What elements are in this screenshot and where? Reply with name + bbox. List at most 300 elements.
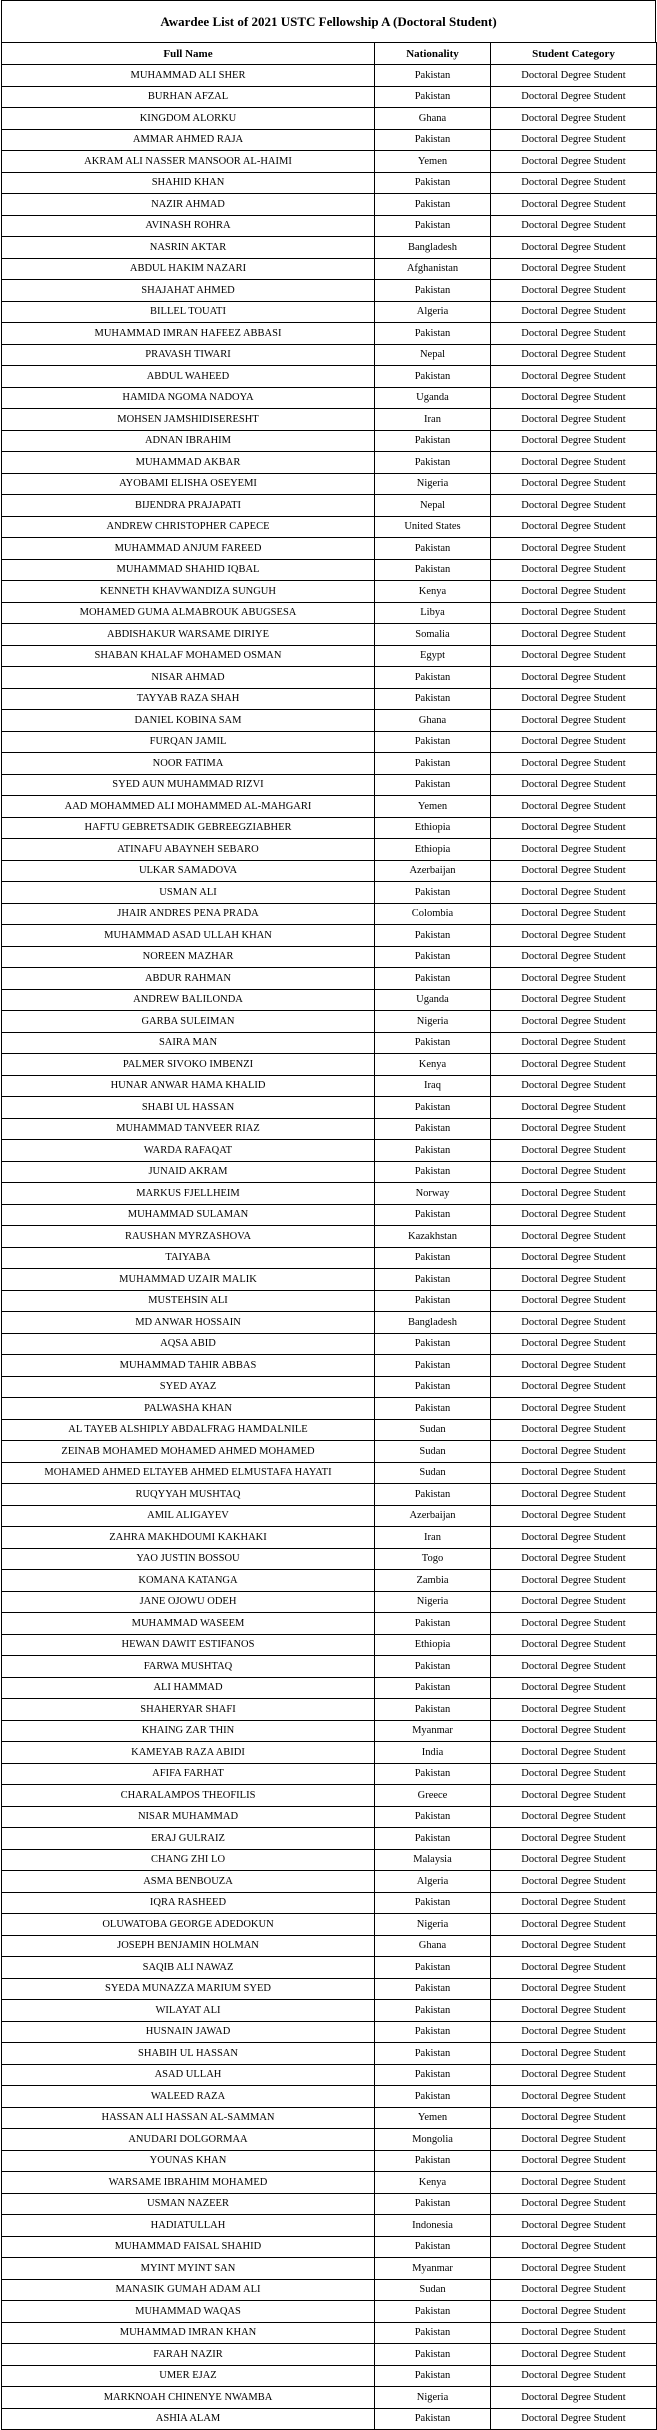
nationality-cell: Pakistan: [375, 2236, 491, 2258]
table-row: [2, 1957, 657, 1979]
nationality-cell: Afghanistan: [375, 258, 491, 280]
table-row: [2, 1290, 657, 1312]
full-name-cell: HEWAN DAWIT ESTIFANOS: [2, 1634, 375, 1656]
full-name-cell: JANE OJOWU ODEH: [2, 1591, 375, 1613]
student-category-cell: Doctoral Degree Student: [491, 1957, 657, 1979]
student-category-cell: Doctoral Degree Student: [491, 1462, 657, 1484]
table-row: [2, 1656, 657, 1678]
full-name-cell: JUNAID AKRAM: [2, 1161, 375, 1183]
table-row: [2, 2215, 657, 2237]
student-category-cell: Doctoral Degree Student: [491, 1075, 657, 1097]
student-category-cell: Doctoral Degree Student: [491, 473, 657, 495]
full-name-cell: MUHAMMAD AKBAR: [2, 452, 375, 474]
student-category-cell: Doctoral Degree Student: [491, 2279, 657, 2301]
nationality-cell: Pakistan: [375, 172, 491, 194]
full-name-cell: MOHAMED AHMED ELTAYEB AHMED ELMUSTAFA HAYATI: [2, 1462, 375, 1484]
nationality-cell: Pakistan: [375, 1699, 491, 1721]
student-category-cell: Doctoral Degree Student: [491, 817, 657, 839]
table-row: [2, 774, 657, 796]
full-name-cell: ASAD ULLAH: [2, 2064, 375, 2086]
full-name-cell: MOHSEN JAMSHIDISERESHT: [2, 409, 375, 431]
table-row: [2, 1011, 657, 1033]
student-category-cell: Doctoral Degree Student: [491, 1914, 657, 1936]
full-name-cell: TAYYAB RAZA SHAH: [2, 688, 375, 710]
student-category-cell: Doctoral Degree Student: [491, 1527, 657, 1549]
table-row: [2, 194, 657, 216]
student-category-cell: Doctoral Degree Student: [491, 2064, 657, 2086]
nationality-cell: Egypt: [375, 645, 491, 667]
table-row: [2, 559, 657, 581]
table-row: [2, 1699, 657, 1721]
nationality-cell: Nigeria: [375, 1591, 491, 1613]
full-name-cell: IQRA RASHEED: [2, 1892, 375, 1914]
table-row: [2, 2172, 657, 2194]
table-row: [2, 1892, 657, 1914]
table-row: [2, 1591, 657, 1613]
full-name-cell: ADNAN IBRAHIM: [2, 430, 375, 452]
table-row: [2, 731, 657, 753]
student-category-cell: Doctoral Degree Student: [491, 882, 657, 904]
table-row: [2, 2236, 657, 2258]
full-name-cell: AKRAM ALI NASSER MANSOOR AL-HAIMI: [2, 151, 375, 173]
full-name-cell: SHABAN KHALAF MOHAMED OSMAN: [2, 645, 375, 667]
nationality-cell: Pakistan: [375, 1290, 491, 1312]
full-name-cell: MUHAMMAD SULAMAN: [2, 1204, 375, 1226]
student-category-cell: Doctoral Degree Student: [491, 1398, 657, 1420]
table-row: [2, 1269, 657, 1291]
nationality-cell: Pakistan: [375, 1032, 491, 1054]
nationality-cell: Nigeria: [375, 473, 491, 495]
student-category-cell: Doctoral Degree Student: [491, 1978, 657, 2000]
nationality-cell: Pakistan: [375, 1161, 491, 1183]
student-category-cell: Doctoral Degree Student: [491, 2258, 657, 2280]
header-full-name: Full Name: [2, 43, 375, 65]
header-row: [2, 43, 657, 65]
full-name-cell: ASHIA ALAM: [2, 2408, 375, 2430]
student-category-cell: Doctoral Degree Student: [491, 1677, 657, 1699]
table-row: [2, 753, 657, 775]
nationality-cell: Pakistan: [375, 1677, 491, 1699]
student-category-cell: Doctoral Degree Student: [491, 516, 657, 538]
nationality-cell: Kenya: [375, 1054, 491, 1076]
full-name-cell: YAO JUSTIN BOSSOU: [2, 1548, 375, 1570]
nationality-cell: Pakistan: [375, 968, 491, 990]
student-category-cell: Doctoral Degree Student: [491, 1097, 657, 1119]
nationality-cell: Kenya: [375, 581, 491, 603]
table-row: [2, 1462, 657, 1484]
full-name-cell: KHAING ZAR THIN: [2, 1720, 375, 1742]
student-category-cell: Doctoral Degree Student: [491, 495, 657, 517]
nationality-cell: Pakistan: [375, 280, 491, 302]
full-name-cell: ANUDARI DOLGORMAA: [2, 2129, 375, 2151]
nationality-cell: Pakistan: [375, 2000, 491, 2022]
full-name-cell: SYED AYAZ: [2, 1376, 375, 1398]
student-category-cell: Doctoral Degree Student: [491, 688, 657, 710]
nationality-cell: Pakistan: [375, 1957, 491, 1979]
table-row: [2, 2279, 657, 2301]
full-name-cell: SYEDA MUNAZZA MARIUM SYED: [2, 1978, 375, 2000]
student-category-cell: Doctoral Degree Student: [491, 1484, 657, 1506]
nationality-cell: Pakistan: [375, 1355, 491, 1377]
student-category-cell: Doctoral Degree Student: [491, 1140, 657, 1162]
table-row: [2, 495, 657, 517]
student-category-cell: Doctoral Degree Student: [491, 667, 657, 689]
nationality-cell: Sudan: [375, 1462, 491, 1484]
document-title: Awardee List of 2021 USTC Fellowship A (Doctoral Student): [1, 0, 656, 42]
nationality-cell: Nigeria: [375, 1914, 491, 1936]
student-category-cell: Doctoral Degree Student: [491, 946, 657, 968]
full-name-cell: OLUWATOBA GEORGE ADEDOKUN: [2, 1914, 375, 1936]
full-name-cell: RUQYYAH MUSHTAQ: [2, 1484, 375, 1506]
table-row: [2, 65, 657, 87]
student-category-cell: Doctoral Degree Student: [491, 731, 657, 753]
nationality-cell: Kazakhstan: [375, 1226, 491, 1248]
table-row: [2, 1419, 657, 1441]
full-name-cell: SHABIH UL HASSAN: [2, 2043, 375, 2065]
nationality-cell: Bangladesh: [375, 1312, 491, 1334]
nationality-cell: Pakistan: [375, 1892, 491, 1914]
student-category-cell: Doctoral Degree Student: [491, 1613, 657, 1635]
student-category-cell: Doctoral Degree Student: [491, 1183, 657, 1205]
awardee-table: [1, 42, 657, 2430]
table-row: [2, 1118, 657, 1140]
nationality-cell: Pakistan: [375, 925, 491, 947]
full-name-cell: WARSAME IBRAHIM MOHAMED: [2, 2172, 375, 2194]
student-category-cell: Doctoral Degree Student: [491, 1226, 657, 1248]
table-row: [2, 237, 657, 259]
table-row: [2, 430, 657, 452]
table-row: [2, 409, 657, 431]
student-category-cell: Doctoral Degree Student: [491, 2322, 657, 2344]
table-row: [2, 2301, 657, 2323]
full-name-cell: WILAYAT ALI: [2, 2000, 375, 2022]
full-name-cell: FARAH NAZIR: [2, 2344, 375, 2366]
table-row: [2, 344, 657, 366]
nationality-cell: Nigeria: [375, 1011, 491, 1033]
nationality-cell: Pakistan: [375, 1097, 491, 1119]
table-row: [2, 473, 657, 495]
full-name-cell: AMIL ALIGAYEV: [2, 1505, 375, 1527]
nationality-cell: Pakistan: [375, 2301, 491, 2323]
nationality-cell: Pakistan: [375, 2408, 491, 2430]
nationality-cell: Pakistan: [375, 1484, 491, 1506]
student-category-cell: Doctoral Degree Student: [491, 301, 657, 323]
student-category-cell: Doctoral Degree Student: [491, 1505, 657, 1527]
student-category-cell: Doctoral Degree Student: [491, 1419, 657, 1441]
table-row: [2, 2150, 657, 2172]
full-name-cell: AL TAYEB ALSHIPLY ABDALFRAG HAMDALNILE: [2, 1419, 375, 1441]
nationality-cell: Pakistan: [375, 129, 491, 151]
nationality-cell: Pakistan: [375, 1806, 491, 1828]
student-category-cell: Doctoral Degree Student: [491, 1333, 657, 1355]
table-row: [2, 1161, 657, 1183]
nationality-cell: Pakistan: [375, 1763, 491, 1785]
table-row: [2, 323, 657, 345]
nationality-cell: Pakistan: [375, 1247, 491, 1269]
full-name-cell: ERAJ GULRAIZ: [2, 1828, 375, 1850]
full-name-cell: KINGDOM ALORKU: [2, 108, 375, 130]
student-category-cell: Doctoral Degree Student: [491, 710, 657, 732]
nationality-cell: Pakistan: [375, 1656, 491, 1678]
nationality-cell: Malaysia: [375, 1849, 491, 1871]
full-name-cell: BIJENDRA PRAJAPATI: [2, 495, 375, 517]
table-row: [2, 1097, 657, 1119]
table-row: [2, 1871, 657, 1893]
nationality-cell: Ghana: [375, 710, 491, 732]
nationality-cell: Pakistan: [375, 731, 491, 753]
nationality-cell: Azerbaijan: [375, 1505, 491, 1527]
nationality-cell: Kenya: [375, 2172, 491, 2194]
nationality-cell: Pakistan: [375, 366, 491, 388]
student-category-cell: Doctoral Degree Student: [491, 172, 657, 194]
table-row: [2, 1247, 657, 1269]
table-row: [2, 1527, 657, 1549]
full-name-cell: NOREEN MAZHAR: [2, 946, 375, 968]
full-name-cell: YOUNAS KHAN: [2, 2150, 375, 2172]
nationality-cell: Pakistan: [375, 753, 491, 775]
full-name-cell: BILLEL TOUATI: [2, 301, 375, 323]
student-category-cell: Doctoral Degree Student: [491, 1591, 657, 1613]
nationality-cell: Pakistan: [375, 1269, 491, 1291]
nationality-cell: Pakistan: [375, 194, 491, 216]
full-name-cell: ABDUR RAHMAN: [2, 968, 375, 990]
table-row: [2, 624, 657, 646]
nationality-cell: Pakistan: [375, 1978, 491, 2000]
table-row: [2, 2021, 657, 2043]
nationality-cell: Uganda: [375, 989, 491, 1011]
full-name-cell: ANDREW CHRISTOPHER CAPECE: [2, 516, 375, 538]
nationality-cell: Yemen: [375, 796, 491, 818]
student-category-cell: Doctoral Degree Student: [491, 2000, 657, 2022]
table-row: [2, 2193, 657, 2215]
header-nationality: Nationality: [375, 43, 491, 65]
full-name-cell: TAIYABA: [2, 1247, 375, 1269]
student-category-cell: Doctoral Degree Student: [491, 1548, 657, 1570]
table-row: [2, 2000, 657, 2022]
table-row: [2, 2408, 657, 2430]
table-body: [2, 65, 657, 2430]
nationality-cell: Sudan: [375, 1419, 491, 1441]
student-category-cell: Doctoral Degree Student: [491, 215, 657, 237]
student-category-cell: Doctoral Degree Student: [491, 258, 657, 280]
student-category-cell: Doctoral Degree Student: [491, 602, 657, 624]
full-name-cell: BURHAN AFZAL: [2, 86, 375, 108]
table-row: [2, 1505, 657, 1527]
student-category-cell: Doctoral Degree Student: [491, 1312, 657, 1334]
student-category-cell: Doctoral Degree Student: [491, 2387, 657, 2409]
nationality-cell: Uganda: [375, 387, 491, 409]
nationality-cell: Pakistan: [375, 688, 491, 710]
full-name-cell: MUHAMMAD WASEEM: [2, 1613, 375, 1635]
nationality-cell: Zambia: [375, 1570, 491, 1592]
student-category-cell: Doctoral Degree Student: [491, 1742, 657, 1764]
full-name-cell: ABDUL WAHEED: [2, 366, 375, 388]
full-name-cell: MUHAMMAD UZAIR MALIK: [2, 1269, 375, 1291]
student-category-cell: Doctoral Degree Student: [491, 1806, 657, 1828]
full-name-cell: HAFTU GEBRETSADIK GEBREEGZIABHER: [2, 817, 375, 839]
nationality-cell: Pakistan: [375, 323, 491, 345]
table-row: [2, 1333, 657, 1355]
student-category-cell: Doctoral Degree Student: [491, 2365, 657, 2387]
student-category-cell: Doctoral Degree Student: [491, 1247, 657, 1269]
full-name-cell: SHAHERYAR SHAFI: [2, 1699, 375, 1721]
student-category-cell: Doctoral Degree Student: [491, 2107, 657, 2129]
nationality-cell: Colombia: [375, 903, 491, 925]
table-row: [2, 215, 657, 237]
student-category-cell: Doctoral Degree Student: [491, 1935, 657, 1957]
student-category-cell: Doctoral Degree Student: [491, 538, 657, 560]
full-name-cell: ASMA BENBOUZA: [2, 1871, 375, 1893]
nationality-cell: Pakistan: [375, 215, 491, 237]
student-category-cell: Doctoral Degree Student: [491, 1441, 657, 1463]
table-row: [2, 108, 657, 130]
table-row: [2, 1914, 657, 1936]
nationality-cell: Pakistan: [375, 2322, 491, 2344]
table-row: [2, 817, 657, 839]
student-category-cell: Doctoral Degree Student: [491, 452, 657, 474]
table-row: [2, 1570, 657, 1592]
student-category-cell: Doctoral Degree Student: [491, 194, 657, 216]
table-row: [2, 968, 657, 990]
table-row: [2, 710, 657, 732]
nationality-cell: Ethiopia: [375, 1634, 491, 1656]
full-name-cell: USMAN ALI: [2, 882, 375, 904]
student-category-cell: Doctoral Degree Student: [491, 280, 657, 302]
table-row: [2, 1742, 657, 1764]
table-row: [2, 1376, 657, 1398]
nationality-cell: Sudan: [375, 1441, 491, 1463]
table-row: [2, 903, 657, 925]
full-name-cell: MUHAMMAD ALI SHER: [2, 65, 375, 87]
full-name-cell: JOSEPH BENJAMIN HOLMAN: [2, 1935, 375, 1957]
table-row: [2, 2086, 657, 2108]
student-category-cell: Doctoral Degree Student: [491, 1054, 657, 1076]
student-category-cell: Doctoral Degree Student: [491, 796, 657, 818]
table-row: [2, 1075, 657, 1097]
table-row: [2, 925, 657, 947]
student-category-cell: Doctoral Degree Student: [491, 645, 657, 667]
full-name-cell: CHARALAMPOS THEOFILIS: [2, 1785, 375, 1807]
table-row: [2, 581, 657, 603]
table-row: [2, 129, 657, 151]
student-category-cell: Doctoral Degree Student: [491, 1763, 657, 1785]
student-category-cell: Doctoral Degree Student: [491, 430, 657, 452]
student-category-cell: Doctoral Degree Student: [491, 129, 657, 151]
full-name-cell: MUHAMMAD TAHIR ABBAS: [2, 1355, 375, 1377]
full-name-cell: SAIRA MAN: [2, 1032, 375, 1054]
nationality-cell: Pakistan: [375, 538, 491, 560]
student-category-cell: Doctoral Degree Student: [491, 86, 657, 108]
table-row: [2, 1140, 657, 1162]
table-row: [2, 2365, 657, 2387]
nationality-cell: Pakistan: [375, 2021, 491, 2043]
nationality-cell: Pakistan: [375, 667, 491, 689]
student-category-cell: Doctoral Degree Student: [491, 774, 657, 796]
nationality-cell: Mongolia: [375, 2129, 491, 2151]
student-category-cell: Doctoral Degree Student: [491, 925, 657, 947]
full-name-cell: MYINT MYINT SAN: [2, 2258, 375, 2280]
table-row: [2, 1634, 657, 1656]
student-category-cell: Doctoral Degree Student: [491, 1161, 657, 1183]
full-name-cell: WALEED RAZA: [2, 2086, 375, 2108]
student-category-cell: Doctoral Degree Student: [491, 1204, 657, 1226]
table-row: [2, 2344, 657, 2366]
table-row: [2, 667, 657, 689]
table-row: [2, 1548, 657, 1570]
student-category-cell: Doctoral Degree Student: [491, 860, 657, 882]
nationality-cell: Pakistan: [375, 2043, 491, 2065]
student-category-cell: Doctoral Degree Student: [491, 2344, 657, 2366]
full-name-cell: AYOBAMI ELISHA OSEYEMI: [2, 473, 375, 495]
full-name-cell: GARBA SULEIMAN: [2, 1011, 375, 1033]
nationality-cell: Ghana: [375, 108, 491, 130]
student-category-cell: Doctoral Degree Student: [491, 989, 657, 1011]
full-name-cell: MUHAMMAD IMRAN KHAN: [2, 2322, 375, 2344]
full-name-cell: AQSA ABID: [2, 1333, 375, 1355]
table-row: [2, 452, 657, 474]
table-row: [2, 1398, 657, 1420]
full-name-cell: MUHAMMAD TANVEER RIAZ: [2, 1118, 375, 1140]
nationality-cell: Ghana: [375, 1935, 491, 1957]
nationality-cell: Pakistan: [375, 452, 491, 474]
nationality-cell: Pakistan: [375, 1828, 491, 1850]
student-category-cell: Doctoral Degree Student: [491, 409, 657, 431]
nationality-cell: Togo: [375, 1548, 491, 1570]
full-name-cell: MARKNOAH CHINENYE NWAMBA: [2, 2387, 375, 2409]
nationality-cell: Pakistan: [375, 774, 491, 796]
student-category-cell: Doctoral Degree Student: [491, 2236, 657, 2258]
student-category-cell: Doctoral Degree Student: [491, 2043, 657, 2065]
table-row: [2, 1935, 657, 1957]
student-category-cell: Doctoral Degree Student: [491, 968, 657, 990]
nationality-cell: Nigeria: [375, 2387, 491, 2409]
table-row: [2, 645, 657, 667]
nationality-cell: Nepal: [375, 344, 491, 366]
table-row: [2, 258, 657, 280]
table-row: [2, 602, 657, 624]
student-category-cell: Doctoral Degree Student: [491, 1634, 657, 1656]
full-name-cell: KAMEYAB RAZA ABIDI: [2, 1742, 375, 1764]
student-category-cell: Doctoral Degree Student: [491, 1849, 657, 1871]
student-category-cell: Doctoral Degree Student: [491, 2408, 657, 2430]
table-row: [2, 1484, 657, 1506]
nationality-cell: Greece: [375, 1785, 491, 1807]
nationality-cell: Iran: [375, 1527, 491, 1549]
nationality-cell: Iraq: [375, 1075, 491, 1097]
full-name-cell: PALWASHA KHAN: [2, 1398, 375, 1420]
student-category-cell: Doctoral Degree Student: [491, 2215, 657, 2237]
table-row: [2, 516, 657, 538]
full-name-cell: AFIFA FARHAT: [2, 1763, 375, 1785]
nationality-cell: Ethiopia: [375, 817, 491, 839]
table-row: [2, 1828, 657, 1850]
nationality-cell: Algeria: [375, 301, 491, 323]
full-name-cell: MUSTEHSIN ALI: [2, 1290, 375, 1312]
student-category-cell: Doctoral Degree Student: [491, 1032, 657, 1054]
full-name-cell: MUHAMMAD IMRAN HAFEEZ ABBASI: [2, 323, 375, 345]
student-category-cell: Doctoral Degree Student: [491, 108, 657, 130]
full-name-cell: KOMANA KATANGA: [2, 1570, 375, 1592]
nationality-cell: Sudan: [375, 2279, 491, 2301]
full-name-cell: SYED AUN MUHAMMAD RIZVI: [2, 774, 375, 796]
full-name-cell: FURQAN JAMIL: [2, 731, 375, 753]
nationality-cell: Libya: [375, 602, 491, 624]
table-row: [2, 1204, 657, 1226]
full-name-cell: NASRIN AKTAR: [2, 237, 375, 259]
full-name-cell: HAMIDA NGOMA NADOYA: [2, 387, 375, 409]
nationality-cell: Yemen: [375, 2107, 491, 2129]
table-row: [2, 1355, 657, 1377]
